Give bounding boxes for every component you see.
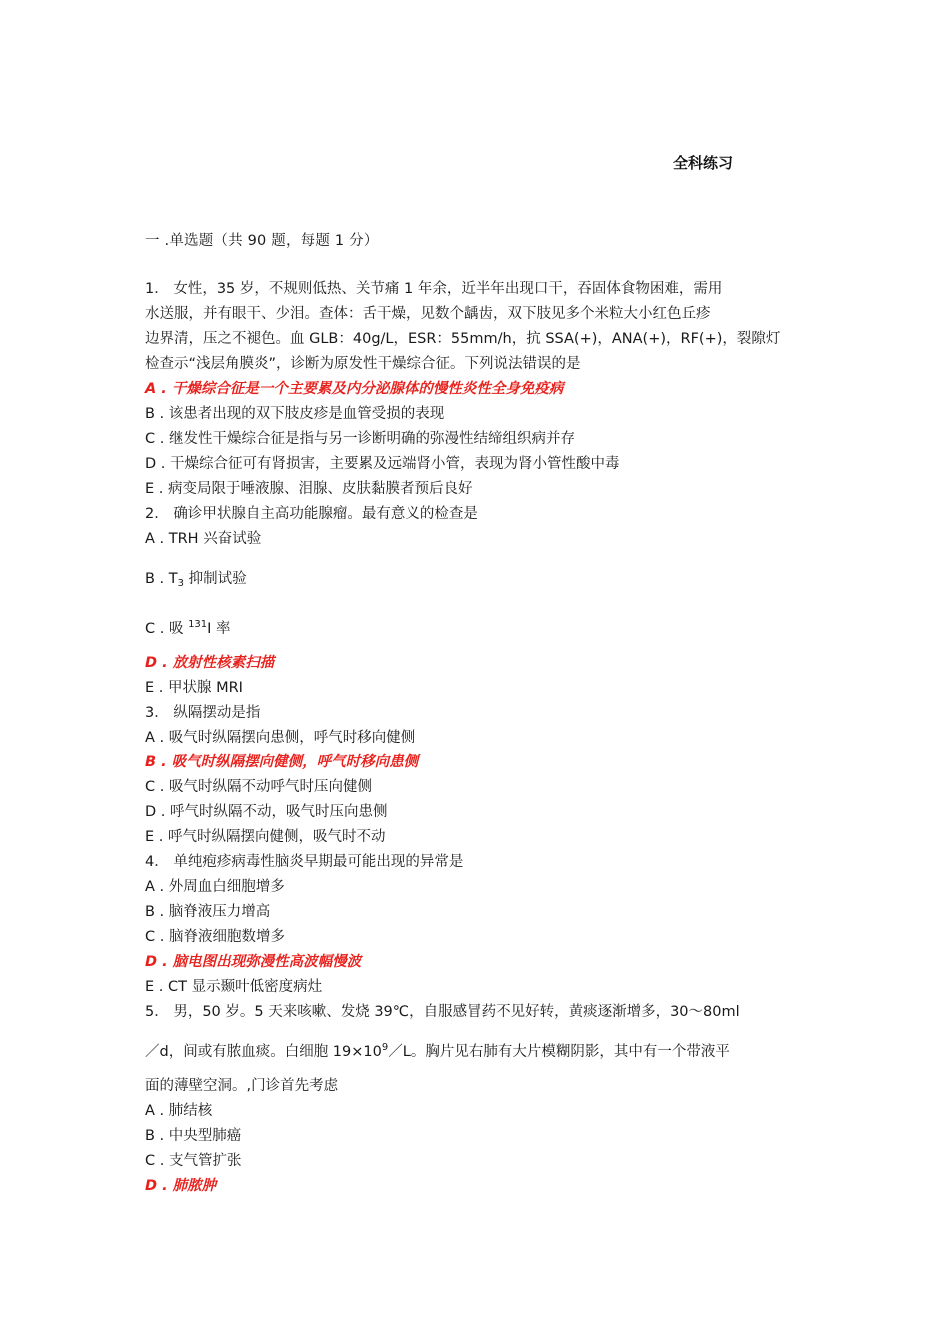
q4-stem: 4． 单纯疱疹病毒性脑炎早期最可能出现的异常是 [145,854,464,870]
q2-option-b: B . $T_3$ 抑制试验 [145,571,247,589]
q3-option-c: C . 吸气时纵隔不动呼气时压向健侧 [145,779,372,795]
q1-stem-line-1: 1． 女性，35 岁，不规则低热、关节痛 1 年余，近半年出现口干，吞固体食物困难，需用 [145,281,723,297]
page-title: 全科练习 [673,154,734,172]
q3-option-b-correct: B . 吸气时纵隔摆向健侧，呼气时移向患侧 [145,754,419,770]
q5-option-d-correct: D . 肺脓肿 [145,1178,217,1194]
q5-stem-line-2: ／d，间或有脓血痰。白细胞 $19\times 10^9/L$。胸片见右肺有大片模糊阴影，其中有一个带液平 [145,1042,730,1060]
q1-option-a-correct: A . 干燥综合征是一个主要累及内分泌腺体的慢性炎性全身免疫病 [145,381,564,397]
q2-option-d-correct: D . 放射性核素扫描 [145,655,275,671]
q1-option-b: B . 该患者出现的双下肢皮疹是血管受损的表现 [145,406,445,422]
q1-stem-line-2: 水送服，并有眼干、少泪。查体：舌干燥，见数个龋齿，双下肢见多个米粒大小红色丘疹 [145,306,711,322]
q5-stem-line-3: 面的薄壁空洞。,门诊首先考虑 [145,1078,339,1094]
q1-stem-line-4: 检查示“浅层角膜炎”，诊断为原发性干燥综合征。下列说法错误的是 [145,356,581,372]
q4-option-a: A . 外周血白细胞增多 [145,879,285,895]
q3-stem: 3． 纵隔摆动是指 [145,705,261,721]
q4-option-b: B . 脑脊液压力增高 [145,904,271,920]
q3-option-d: D . 呼气时纵隔不动，吸气时压向患侧 [145,804,388,820]
q2-stem: 2． 确诊甲状腺自主高功能腺瘤。最有意义的检查是 [145,506,478,522]
q1-option-d: D . 干燥综合征可有肾损害，主要累及远端肾小管，表现为肾小管性酸中毒 [145,456,620,472]
q2-option-e: E . 甲状腺 MRI [145,680,243,696]
q5-stem-line-1: 5． 男，50 岁。5 天来咳嗽、发烧 39℃，自服感冒药不见好转，黄痰逐渐增多，30～80ml [145,1004,740,1020]
q2-option-c: C . 吸 $^{131}$I 率 [145,619,231,637]
q3-option-a: A . 吸气时纵隔摆向患侧，呼气时移向健侧 [145,730,416,746]
q2-option-a: A . TRH 兴奋试验 [145,531,262,547]
q5-option-c: C . 支气管扩张 [145,1153,242,1169]
q5-option-a: A . 肺结核 [145,1103,213,1119]
q4-option-e: E . CT 显示颞叶低密度病灶 [145,979,323,995]
q4-option-d-correct: D . 脑电图出现弥漫性高波幅慢波 [145,954,362,970]
q4-option-c: C . 脑脊液细胞数增多 [145,929,285,945]
q1-stem-line-3: 边界清，压之不褪色。血 GLB：40g/L，ESR：55mm/h，抗 SSA(+)，ANA(+)，RF(+)，裂隙灯 [145,331,781,347]
section-heading: 一 .单选题（共 90 题，每题 1 分） [145,233,379,249]
q1-option-e: E . 病变局限于唾液腺、泪腺、皮肤黏膜者预后良好 [145,481,473,497]
q5-option-b: B . 中央型肺癌 [145,1128,242,1144]
q3-option-e: E . 呼气时纵隔摆向健侧，吸气时不动 [145,829,386,845]
q1-option-c: C . 继发性干燥综合征是指与另一诊断明确的弥漫性结缔组织病并存 [145,431,575,447]
